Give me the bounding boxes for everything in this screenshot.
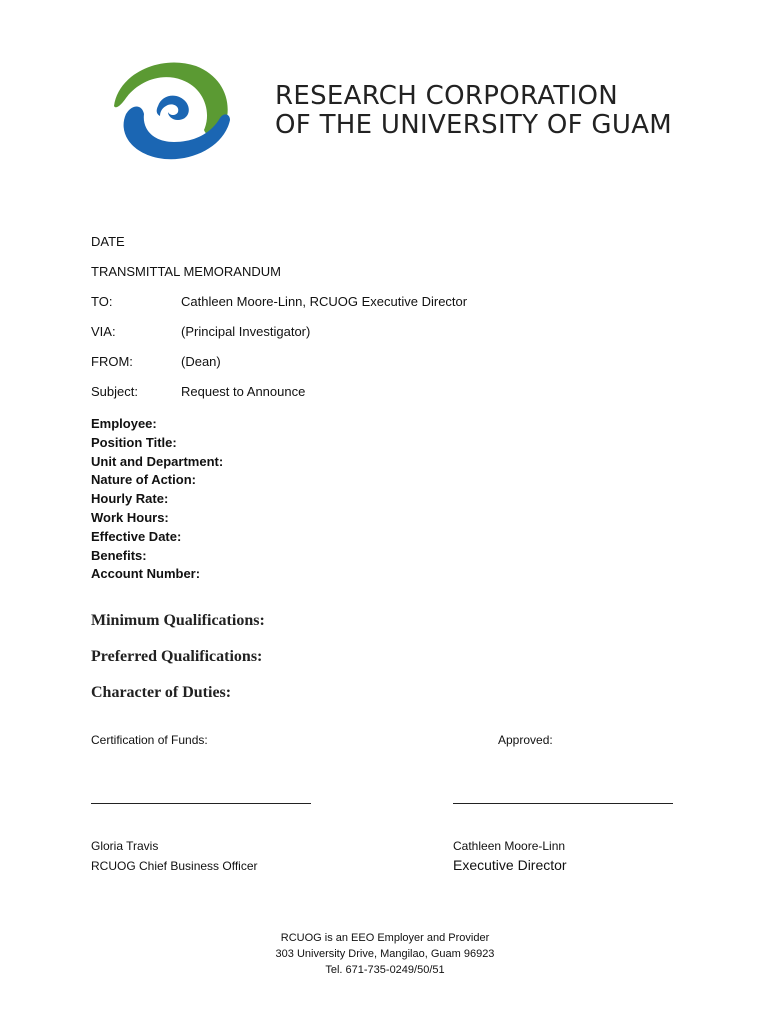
footer-phone-line: Tel. 671-735-0249/50/51 [325, 964, 445, 976]
character-of-duties-heading: Character of Duties: [91, 684, 232, 701]
right-signer-title: Executive Director [453, 857, 567, 873]
field-nature-of-action: Nature of Action: [91, 472, 196, 488]
preferred-qualifications-heading: Preferred Qualifications: [91, 648, 263, 665]
subject-label: Subject: [91, 384, 138, 399]
to-label: TO: [91, 294, 113, 309]
from-value: (Dean) [181, 354, 221, 369]
footer [0, 930, 770, 978]
approved-label: Approved: [498, 733, 553, 747]
field-benefits: Benefits: [91, 547, 147, 563]
to-value: Cathleen Moore-Linn, RCUOG Executive Director [181, 294, 468, 309]
rcuog-swirl-logo-icon [108, 60, 234, 162]
org-name-line-1: RESEARCH CORPORATION [275, 81, 619, 111]
footer-eeo-line: RCUOG is an EEO Employer and Provider [280, 932, 490, 944]
date-label: DATE [91, 234, 125, 249]
org-name-line-2: OF THE UNIVERSITY OF GUAM [275, 110, 673, 140]
position-fields [91, 415, 223, 584]
left-signer-title: RCUOG Chief Business Officer [91, 859, 258, 873]
field-position-title: Position Title: [91, 434, 177, 450]
field-effective-date: Effective Date: [91, 528, 182, 544]
field-work-hours: Work Hours: [91, 509, 169, 525]
field-employee: Employee: [91, 416, 157, 431]
left-signature-line [91, 803, 311, 804]
left-signer-name: Gloria Travis [91, 839, 159, 853]
minimum-qualifications-heading: Minimum Qualifications: [91, 612, 265, 629]
field-hourly-rate: Hourly Rate: [91, 491, 169, 507]
field-unit-department: Unit and Department: [91, 453, 224, 469]
via-value: (Principal Investigator) [181, 324, 311, 339]
via-label: VIA: [91, 324, 116, 339]
organization-name [275, 82, 672, 140]
footer-address-line: 303 University Drive, Mangilao, Guam 96923 [275, 948, 495, 960]
subject-value: Request to Announce [181, 384, 306, 399]
memo-title: TRANSMITTAL MEMORANDUM [91, 264, 281, 279]
from-label: FROM: [91, 354, 133, 369]
logo-blue-hook [157, 96, 189, 120]
right-signature-line [453, 803, 673, 804]
certification-of-funds-label: Certification of Funds: [91, 733, 208, 747]
right-signer-name: Cathleen Moore-Linn [453, 839, 566, 853]
field-account-number: Account Number: [91, 566, 201, 582]
